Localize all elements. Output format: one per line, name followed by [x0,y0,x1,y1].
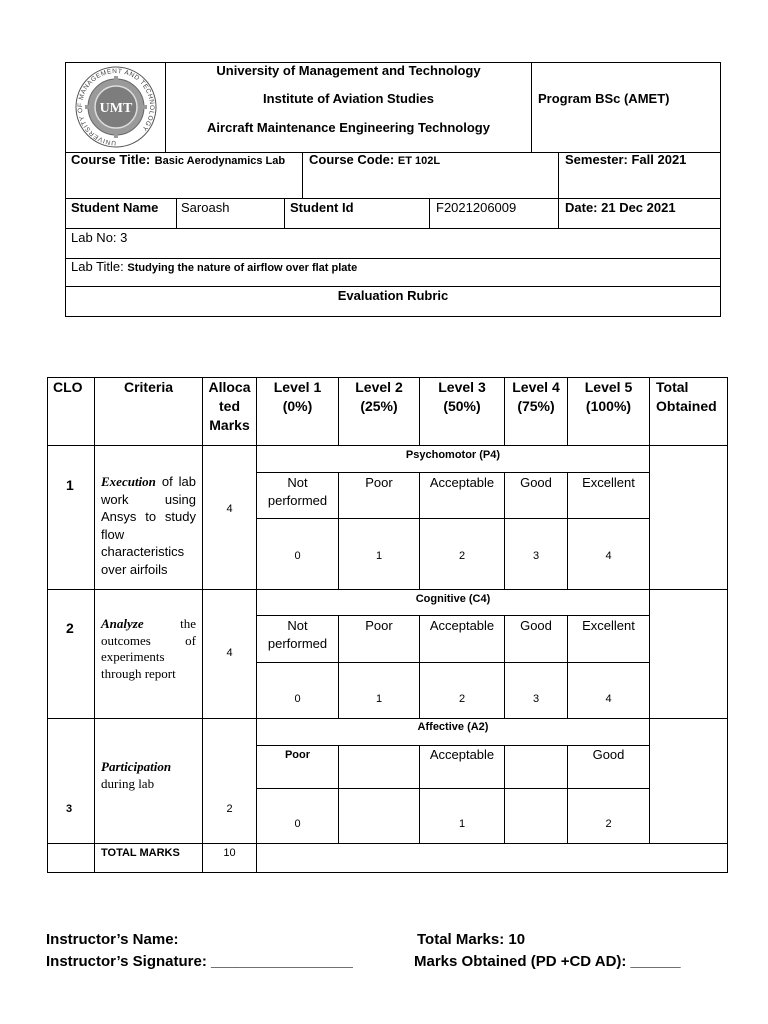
criteria-header: Criteria [123,379,174,395]
instructor-name: Instructor’s Name: [46,931,179,948]
svg-text:UNIVERSITY OF MANAGEMENT AND T: UNIVERSITY OF MANAGEMENT AND TECHNOLOGY [76,67,156,147]
level5-header [568,378,649,416]
marks-2: 4 [226,647,233,659]
program-label: Program BSc (AMET) [538,91,670,106]
rubric-line [47,377,48,873]
course-code-value: ET 102L [397,155,441,167]
header-text: Level 3 [438,379,486,395]
level-label: Excellent [582,618,635,633]
domain-cognitive: Cognitive (C4) [415,593,491,605]
header-line [558,152,559,198]
level-score: 2 [458,693,466,705]
header-text: (0%) [282,398,313,414]
level-score: 1 [375,550,383,562]
header-text: Level 1 [273,379,322,395]
level-score: 2 [458,550,466,562]
total-obtained-header [656,378,717,416]
rubric-line [257,788,650,789]
course-code [309,151,440,170]
marks-1: 4 [226,503,233,515]
course-title-label: Course Title: [71,152,151,167]
criteria-3-keyword: Participation [101,759,172,774]
svg-text:UMT: UMT [99,101,133,116]
rubric-line [649,377,650,844]
level2-header [339,378,419,416]
level3-header [420,378,504,416]
clo-2: 2 [66,620,74,636]
institute-name: Institute of Aviation Studies [263,91,434,106]
allocated-marks-header [203,378,256,435]
evaluation-rubric-title: Evaluation Rubric [337,288,449,303]
header-text: (75%) [517,398,555,414]
level-label-acceptable: Acceptable [429,747,495,762]
umt-seal-icon [70,64,162,150]
student-name-label: Student Name [71,200,159,215]
level-score: 0 [294,693,301,705]
criteria-1 [101,473,196,578]
clo-1: 1 [66,477,74,493]
rubric-line [257,472,650,473]
university-name: University of Management and Technology [216,63,481,78]
level-score: 4 [605,693,612,705]
level-label: Good [520,475,552,490]
lab-title-value: Studying the nature of airflow over flat plate [127,262,358,274]
marks-obtained: Marks Obtained (PD +CD AD): ______ [414,953,681,970]
lab-no: Lab No: 3 [71,230,128,245]
header-line [531,62,532,152]
header-line [65,316,721,317]
level-label: Good [520,618,552,633]
domain-affective: Affective (A2) [417,721,489,733]
rubric-line [338,745,339,843]
total-marks-label: TOTAL MARKS [101,847,180,859]
course-title-value: Basic Aerodynamics Lab [154,155,286,167]
level-label: Acceptable [429,618,495,633]
criteria-3 [101,758,201,792]
level1-header [257,378,338,416]
domain-psychomotor: Psychomotor (P4) [405,449,501,461]
level-score: 3 [532,550,540,562]
lab-title [71,258,357,277]
header-line [429,198,430,228]
department-name: Aircraft Maintenance Engineering Technology [207,120,490,135]
total-marks-value: 10 [223,847,236,859]
level-label: Excellent [582,475,635,490]
level-label: Acceptable [429,475,495,490]
student-id-value: F2021206009 [436,200,517,215]
level-label-poor: Poor [284,749,311,761]
header-text: (100%) [585,398,632,414]
header-text: Level 5 [584,379,633,395]
level-score: 0 [294,818,301,830]
header-text: Obtained [656,398,717,414]
level-score: 3 [532,693,540,705]
criteria-2-keyword: Analyze [101,616,144,631]
student-name-value: Saroash [181,200,230,215]
criteria-3-text: during lab [101,776,155,791]
criteria-2 [101,616,196,682]
criteria-2-text: the outcomes of experiments through report [101,616,196,681]
header-text: Marks [209,417,250,433]
header-line [558,198,559,228]
level-label: Not performed [267,475,328,508]
date: Date: 21 Dec 2021 [565,200,676,215]
header-text: Level 2 [355,379,403,395]
rubric-line [727,377,728,873]
level-label: Poor [365,618,393,633]
level-score: 4 [605,550,612,562]
level4-header [505,378,567,416]
header-line [65,228,721,229]
header-line [176,198,177,228]
marks-3: 2 [226,803,233,815]
criteria-1-text: of lab work using Ansys to study flow characteristics over airfoils [101,474,196,577]
lab-title-label: Lab Title: [71,259,124,274]
header-text: (50%) [443,398,481,414]
clo-header: CLO [53,379,83,395]
rubric-line [504,745,505,843]
header-text: (25%) [360,398,398,414]
student-id-label: Student Id [290,200,354,215]
rubric-line [257,662,650,663]
rubric-line [94,377,95,873]
rubric-line [202,377,203,873]
instructor-signature: Instructor’s Signature: _________________ [46,953,353,970]
header-text: ted [219,398,240,414]
level-score: 2 [605,818,612,830]
header-line [284,198,285,228]
header-line [302,152,303,198]
total-marks: Total Marks: 10 [417,931,526,948]
rubric-line [257,615,650,616]
header-line [720,62,721,317]
rubric-line [257,518,650,519]
header-text: Level 4 [512,379,560,395]
header-text: Alloca [208,379,251,395]
level-label: Poor [365,475,393,490]
level-label: Not performed [267,618,328,651]
level-score: 0 [294,550,301,562]
course-title [71,151,297,170]
header-line [65,62,66,317]
clo-3: 3 [66,803,73,815]
header-text: Total [656,379,689,395]
level-score: 1 [375,693,383,705]
rubric-line [47,872,728,873]
course-code-label: Course Code: [309,152,395,167]
criteria-1-keyword: Execution [101,474,156,489]
level-score: 1 [458,818,466,830]
university-logo [70,64,162,150]
semester: Semester: Fall 2021 [565,152,687,167]
level-label-good: Good [592,747,625,762]
